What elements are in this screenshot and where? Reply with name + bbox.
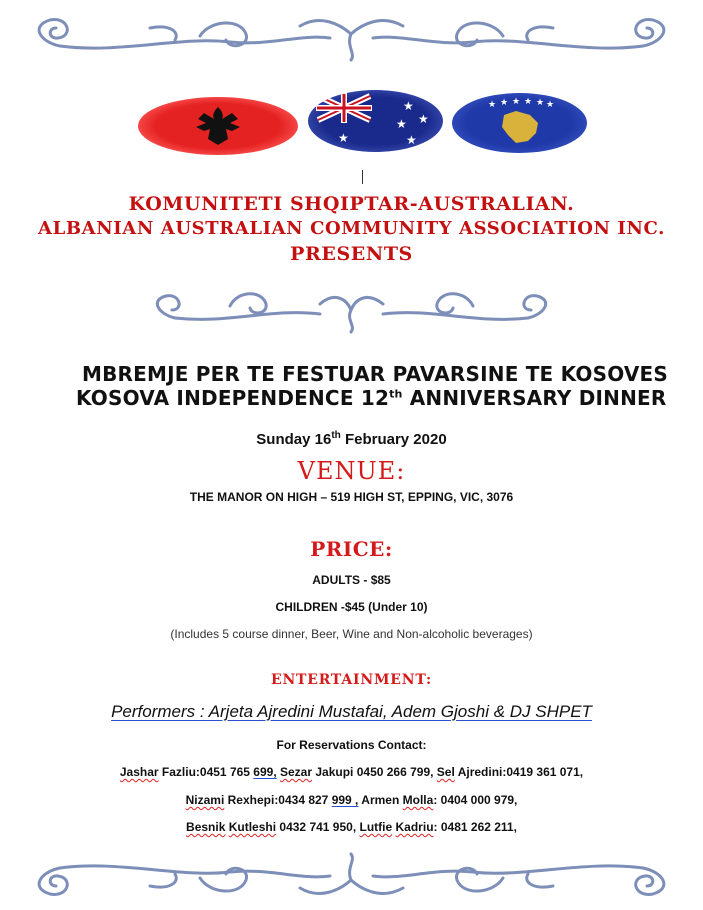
org-name-albanian: KOMUNITETI SHQIPTAR-AUSTRALIAN. [128,193,575,215]
event-date-b: February 2020 [340,431,447,448]
svg-text:★: ★ [403,99,414,113]
contact-name: Jashar [119,765,159,779]
svg-text:★: ★ [418,112,429,126]
reservations-line-2 [0,793,703,807]
price-children: CHILDREN -$45 (Under 10) [275,600,428,614]
contact-name: Kutleshi [228,820,277,834]
contact-text: Ajredini:0419 361 071, [454,765,584,779]
entertainment-heading: ENTERTAINMENT: [270,672,433,688]
event-title-albanian: MBREMJE PER TE FESTUAR PAVARSINE TE KOSOVES [82,362,669,386]
svg-text:★: ★ [488,100,497,110]
svg-text:★: ★ [546,100,555,110]
price-adults: ADULTS - $85 [312,573,391,587]
org-name-english: ALBANIAN AUSTRALIAN COMMUNITY ASSOCIATION INC. [38,218,665,239]
svg-text:★: ★ [536,98,545,108]
contact-text: Jakupi 0450 266 799, [312,765,437,779]
svg-text:★: ★ [396,117,407,131]
middle-flourish-ornament [0,280,703,336]
event-title-english-sup: th [389,387,403,401]
text-cursor-mark [362,170,363,184]
contact-number: 999 , [331,793,359,807]
contact-name: Kadriu [395,820,434,834]
venue-heading: VENUE: [297,457,406,485]
top-flourish-ornament [0,6,703,66]
event-title-english-a: KOSOVA INDEPENDENCE 12 [76,386,390,410]
reservations-heading: For Reservations Contact: [276,738,427,752]
reservations-line-3 [0,820,703,834]
contact-text: Fazliu:0451 765 [158,765,254,779]
contact-name: Lutfie [359,820,393,834]
contact-text: : 0481 262 211, [433,820,517,834]
contact-name: Molla [402,793,434,807]
event-title-english-b: ANNIVERSARY DINNER [402,386,667,410]
svg-text:★: ★ [406,133,417,147]
contact-name: Sezar [280,765,313,779]
contact-name: Nizami [185,793,225,807]
australia-flag-icon [308,90,443,152]
contact-text: Rexhepi:0434 827 [224,793,332,807]
svg-text:★: ★ [338,131,349,145]
event-title-english [76,386,667,410]
albania-flag-icon [138,97,298,155]
contact-name: Besnik [186,820,226,834]
svg-text:★: ★ [524,97,533,107]
contact-number: 699, [253,765,277,779]
venue-address: THE MANOR ON HIGH – 519 HIGH ST, EPPING, VIC, 3076 [189,490,514,504]
bottom-flourish-ornament [0,848,703,908]
price-heading: PRICE: [310,537,393,561]
contact-text: Armen [358,793,403,807]
event-date-a: Sunday 16 [256,431,332,448]
kosovo-flag-icon [452,93,587,153]
event-date-sup: th [331,430,341,441]
svg-text:★: ★ [500,98,509,108]
contact-name: Sel [436,765,455,779]
performers-line [0,702,703,722]
event-date [0,430,703,448]
price-includes-note: (Includes 5 course dinner, Beer, Wine and Non-alcoholic beverages) [170,627,533,641]
reservations-line-1 [0,765,703,779]
presents-label: PRESENTS [290,243,413,265]
performers-text: Performers : Arjeta Ajredini Mustafai, Adem Gjoshi & DJ SHPET [111,702,592,721]
contact-text: 0432 741 950, [276,820,360,834]
svg-text:★: ★ [512,97,521,107]
contact-text: : 0404 000 979, [433,793,518,807]
